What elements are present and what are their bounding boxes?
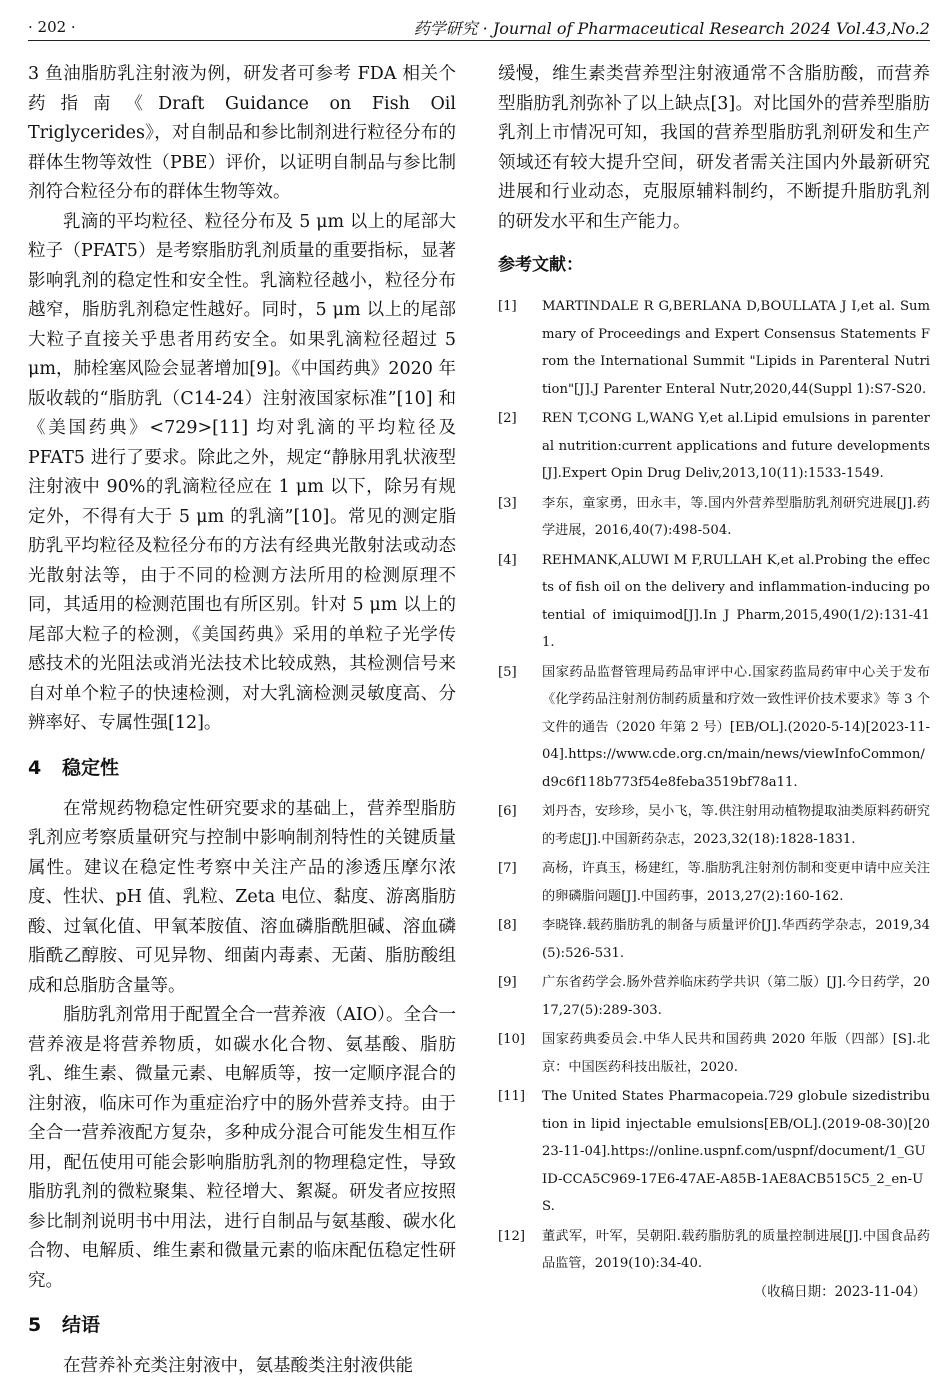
section-title: 稳定性: [62, 756, 120, 779]
right-column: [498, 60, 930, 1304]
section-title: 结语: [62, 1314, 101, 1336]
reference-item: [498, 798, 930, 853]
reference-item: [498, 547, 930, 657]
journal-title: 药学研究 · Journal of Pharmaceutical Research 2024 Vol.43,No.2: [413, 19, 930, 38]
references-heading: 参考文献：: [498, 255, 583, 275]
reference-number: [6]: [498, 804, 517, 819]
reference-text: The United States Pharmacopeia.729 globule sizedistribution in lipid injectable emulsions[EB/OL].(2019-08-30)[2023-11-04].https://online.uspnf.com/uspnf/document/1_GUID-CCA5C969-17E6-47AE-A85B-1AE8ACB515C5_2_en-US.: [542, 1089, 930, 1214]
reference-item: [498, 912, 930, 967]
reference-text: 国家药品监督管理局药品审评中心.国家药监局药审中心关于发布《化学药品注射剂仿制药质量和疗效一致性评价技术要求》等 3 个文件的通告（2020 年第 2 号）[EB/OL].(2020-5-14)[2023-11-04].https://www.cde.org.cn/main/news/viewInfoCommon/d9c6f118b773f54e8feba3519bf78a11.: [542, 664, 930, 790]
reference-number: [11]: [498, 1089, 526, 1104]
paragraph-conclusion-cont: 缓慢，维生素类营养型注射液通常不含脂肪酸，而营养型脂肪乳剂弥补了以上缺点[3]。对比国外的营养型脂肪乳剂上市情况可知，我国的营养型脂肪乳剂研发和生产领域还有较大提升空间，研发者需关注国内外最新研究进展和行业动态，克服原辅料制约，不断提升脂肪乳剂的研发水平和生产能力。: [498, 64, 930, 232]
reference-number: [1]: [498, 299, 517, 314]
reference-number: [2]: [498, 411, 517, 426]
reference-number: [7]: [498, 861, 517, 876]
reference-text: 李东，童家勇，田永丰，等.国内外营养型脂肪乳剂研究进展[J].药学进展，2016,40(7):498-504.: [542, 495, 930, 538]
page-number: · 202 ·: [28, 18, 76, 36]
reference-item: [498, 293, 930, 403]
reference-number: [5]: [498, 664, 517, 680]
reference-text: 李晓锋.载药脂肪乳的制备与质量评价[J].华西药学杂志，2019,34(5):526-531.: [542, 918, 930, 961]
reference-text: REHMANK,ALUWI M F,RULLAH K,et al.Probing the effects of fish oil on the delivery and inflammation-inducing potential of imiquimod[J].In J Pharm,2015,490(1/2):131-411.: [542, 552, 930, 650]
reference-text: MARTINDALE R G,BERLANA D,BOULLATA J I,et al. Summary of Proceedings and Expert Consensus Statements From the International Summit "Lipids in Parenteral Nutrition"[J].J Parenter Enteral Nutr,2020,44(Suppl 1):S7-S20.: [542, 299, 930, 397]
reference-number: [3]: [498, 495, 517, 511]
reference-number: [12]: [498, 1228, 526, 1244]
reference-item: [498, 659, 930, 797]
reference-text: 董武军，叶军，吴朝阳.载药脂肪乳的质量控制进展[J].中国食品药品监管，2019(10):34-40.: [542, 1228, 930, 1271]
section-number: 4: [28, 756, 42, 779]
reference-text: 刘丹杏，安珍珍，吴小飞，等.供注射用动植物提取油类原料药研究的考虑[J].中国新药杂志，2023,32(18):1828-1831.: [542, 804, 930, 847]
reference-text: 高杨，许真玉，杨建红，等.脂肪乳注射剂仿制和变更申请中应关注的卵磷脂问题[J].中国药事，2013,27(2):160-162.: [542, 861, 930, 904]
section-heading-conclusion: [28, 1310, 456, 1340]
reference-item: [498, 405, 930, 488]
reference-number: [9]: [498, 975, 517, 990]
reference-item: [498, 969, 930, 1024]
reference-text: REN T,CONG L,WANG Y,et al.Lipid emulsions in parenteral nutrition:current applications and future developments[J].Expert Opin Drug Deliv,2013,10(11):1533-1549.: [542, 411, 930, 481]
page-header: [28, 14, 930, 41]
paragraph-aio: 脂肪乳剂常用于配置全合一营养液（AIO）。全合一营养液是将营养物质，如碳水化合物、氨基酸、脂肪乳、维生素、微量元素、电解质等，按一定顺序混合的注射液，临床可作为重症治疗中的肠外营养支持。由于全合一营养液配方复杂，多种成分混合可能发生相互作用，配伍使用可能会影响脂肪乳剂的物理稳定性，导致脂肪乳剂的微粒聚集、粒径增大、絮凝。研发者应按照参比制剂说明书中用法，进行自制品与氨基酸、碳水化合物、电解质、维生素和微量元素的临床配伍稳定性研究。: [28, 1005, 456, 1291]
paragraph-droplet-size: 乳滴的平均粒径、粒径分布及 5 μm 以上的尾部大粒子（PFAT5）是考察脂肪乳剂质量的重要指标，显著影响乳剂的稳定性和安全性。乳滴粒径越小，粒径分布越窄，脂肪乳剂稳定性越好。同时，5 μm 以上的尾部大粒子直接关乎患者用药安全。如果乳滴粒径超过 5 μm，肺栓塞风险会显著增加[9]。《中国药典》2020 年版收载的“脂肪乳（C14-24）注射液国家标准”[10] 和《美国药典》<729>[11] 均对乳滴的平均粒径及 PFAT5 进行了要求。除此之外，规定“静脉用乳状液型注射液中 90%的乳滴粒径应在 1 μm 以下，除另有规定外，不得有大于 5 μm 的乳滴”[10]。常见的测定脂肪乳平均粒径及粒径分布的方法有经典光散射法或动态光散射法等，由于不同的检测方法所用的检测原理不同，其适用的检测范围也有所区别。针对 5 μm 以上的尾部大粒子的检测，《美国药典》采用的单粒子光学传感技术的光阻法或消光法技术比较成熟，其检测信号来自对单个粒子的快速检测，对大乳滴检测灵敏度高、分辨率好、专属性强[12]。: [28, 211, 456, 733]
reference-item: [498, 1026, 930, 1081]
section-number: 5: [28, 1314, 42, 1336]
reference-number: [4]: [498, 552, 517, 568]
reference-text: 国家药典委员会.中华人民共和国药典 2020 年版（四部）[S].北京：中国医药科技出版社，2020.: [542, 1032, 930, 1075]
reference-item: [498, 855, 930, 910]
section-heading-stability: [28, 753, 456, 783]
paragraph-conclusion-start: 在营养补充类注射液中，氨基酸类注射液供能: [63, 1356, 413, 1376]
reference-number: [8]: [498, 918, 517, 933]
left-column: [28, 60, 456, 1382]
received-date: （收稿日期：2023-11-04）: [753, 1283, 926, 1300]
reference-list: [498, 293, 930, 1278]
reference-number: [10]: [498, 1032, 526, 1047]
reference-item: [498, 490, 930, 545]
paragraph-stability: 在常规药物稳定性研究要求的基础上，营养型脂肪乳剂应考察质量研究与控制中影响制剂特性的关键质量属性。建议在稳定性考察中关注产品的渗透压摩尔浓度、性状、pH 值、乳粒、Zeta 电位、黏度、游离脂肪酸、过氧化值、甲氧苯胺值、溶血磷脂酰胆碱、溶血磷脂酰乙醇胺、可见异物、细菌内毒素、无菌、脂肪酸组成和总脂肪含量等。: [28, 798, 456, 996]
paragraph-fish-oil: 3 鱼油脂肪乳注射液为例，研发者可参考 FDA 相关个药指南《Draft Guidance on Fish Oil Triglycerides》，对自制品和参比制剂进行粒径分布的群体生物等效性（PBE）评价，以证明自制品与参比制剂符合粒径分布的群体生物等效。: [28, 64, 456, 202]
reference-item: [498, 1223, 930, 1278]
reference-item: [498, 1083, 930, 1221]
reference-text: 广东省药学会.肠外营养临床药学共识（第二版）[J].今日药学，2017,27(5):289-303.: [542, 975, 930, 1018]
